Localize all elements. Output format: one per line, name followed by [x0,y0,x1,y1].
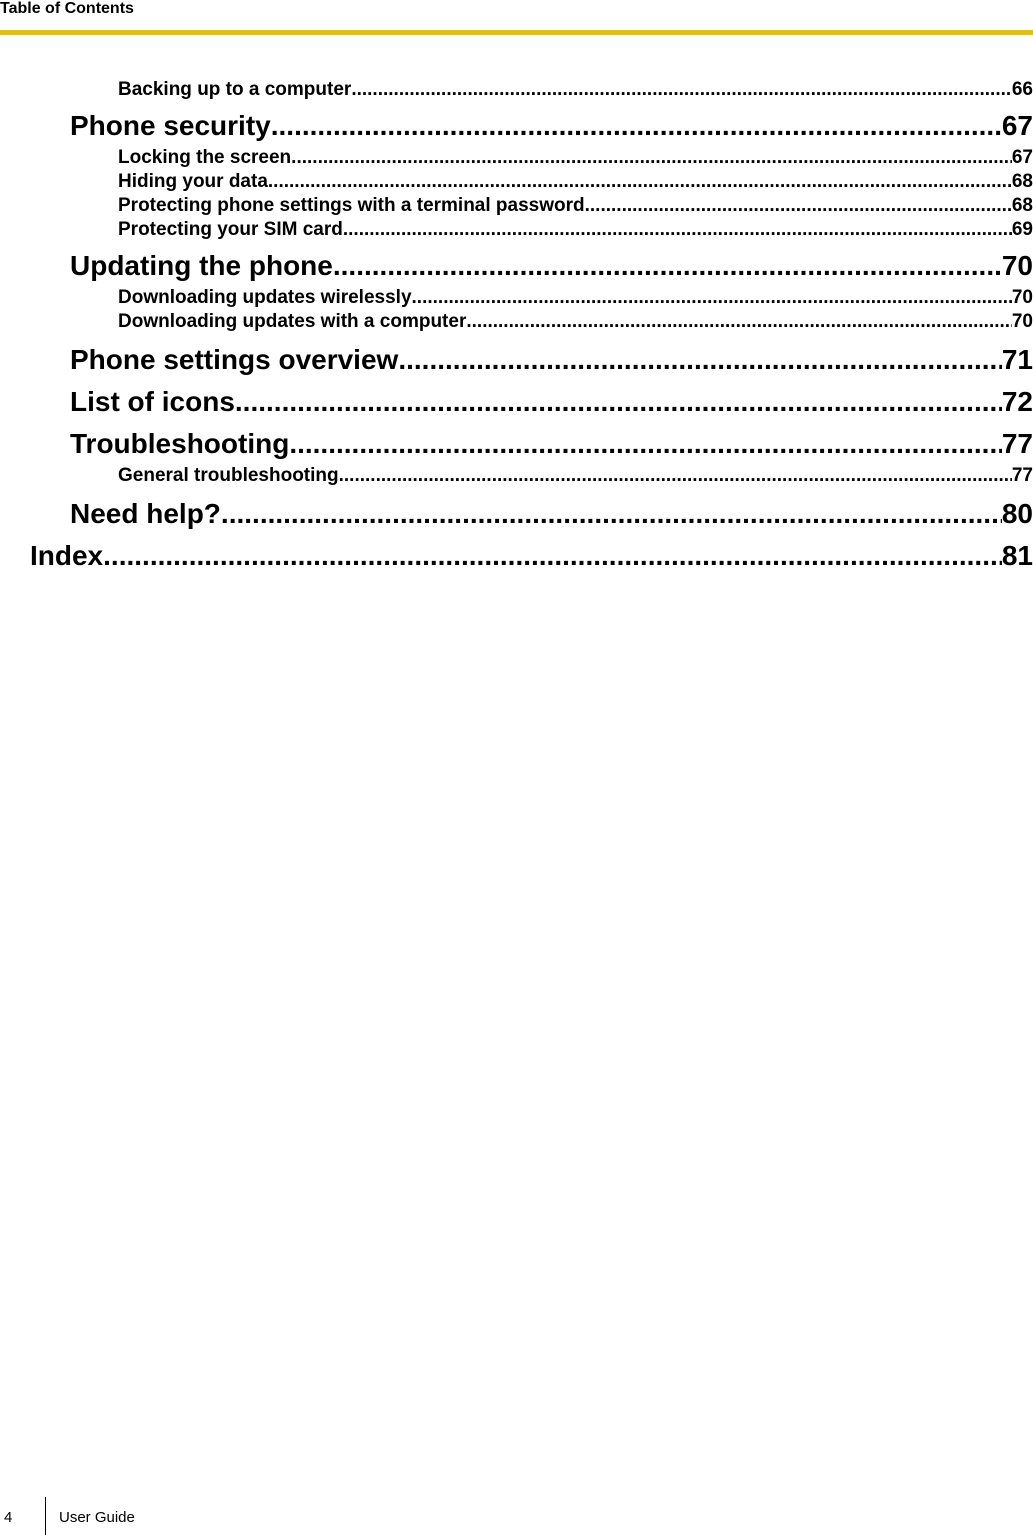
toc-entry-label: Locking the screen [118,147,292,168]
toc-entry-page: 77 [1011,465,1033,486]
toc-entry-label: Downloading updates with a computer [118,311,467,332]
toc-entry-updating-phone[interactable] [70,250,1033,282]
dot-leader [466,310,1012,334]
footer-label: User Guide [59,1509,135,1526]
toc-entry-page: 69 [1011,219,1033,240]
toc-entry-page: 70 [1011,311,1033,332]
toc-entry-page: 81 [1001,540,1033,571]
toc-entry-index[interactable] [30,540,1033,572]
toc-entry-page: 72 [1001,386,1033,417]
toc-entry-page: 67 [1001,110,1033,141]
toc-entry-locking-screen[interactable] [118,146,1033,170]
toc-entry-page: 71 [1001,344,1033,375]
toc-entry-page: 67 [1011,147,1033,168]
dot-leader [103,540,1002,572]
dot-leader [339,464,1012,488]
dot-leader [343,218,1012,242]
toc-entry-label: General troubleshooting [118,465,339,486]
dot-leader [271,110,1002,142]
toc-entry-backing-up[interactable] [118,78,1033,102]
header-rule [0,30,1033,35]
toc-entry-page: 66 [1011,79,1033,100]
toc-entry-updates-computer[interactable] [118,310,1033,334]
toc-entry-terminal-password[interactable] [118,194,1033,218]
dot-leader [351,78,1012,102]
dot-leader [289,428,1002,460]
toc-entry-sim-card[interactable] [118,218,1033,242]
toc-entry-troubleshooting[interactable] [70,428,1033,460]
toc-entry-page: 77 [1001,428,1033,459]
dot-leader [398,344,1002,376]
dot-leader [412,286,1012,310]
toc-entry-label: Troubleshooting [70,428,290,459]
toc-entry-updates-wirelessly[interactable] [118,286,1033,310]
dot-leader [291,146,1012,170]
toc-entry-page: 70 [1001,250,1033,281]
toc-entry-label: Protecting your SIM card [118,219,343,240]
toc-entry-label: Backing up to a computer [118,79,352,100]
toc-entry-label: Downloading updates wirelessly [118,287,412,308]
dot-leader [235,386,1002,418]
toc-entry-hiding-data[interactable] [118,170,1033,194]
toc-entry-page: 80 [1001,498,1033,529]
toc-entry-settings-overview[interactable] [70,344,1033,376]
toc-entry-page: 70 [1011,287,1033,308]
toc-entry-label: Index [30,540,104,571]
toc-entry-label: Phone settings overview [70,344,399,375]
dot-leader [585,194,1012,218]
toc-entry-label: Updating the phone [70,250,333,281]
page-header-title: Table of Contents [0,0,134,17]
toc-entry-page: 68 [1011,195,1033,216]
toc-entry-label: Hiding your data [118,171,268,192]
toc-entry-label: Protecting phone settings with a terminal password [118,195,585,216]
toc-entry-phone-security[interactable] [70,110,1033,142]
dot-leader [268,170,1012,194]
dot-leader [333,250,1002,282]
toc-entry-page: 68 [1011,171,1033,192]
toc-entry-general-troubleshooting[interactable] [118,464,1033,488]
footer-page-number: 4 [4,1509,13,1526]
dot-leader [221,498,1002,530]
toc-entry-label: Need help? [70,498,221,529]
footer-divider [45,1497,46,1535]
toc-entry-need-help[interactable] [70,498,1033,530]
toc-entry-list-of-icons[interactable] [70,386,1033,418]
toc-entry-label: Phone security [70,110,271,141]
toc-entry-label: List of icons [70,386,235,417]
table-of-contents [0,78,1033,572]
